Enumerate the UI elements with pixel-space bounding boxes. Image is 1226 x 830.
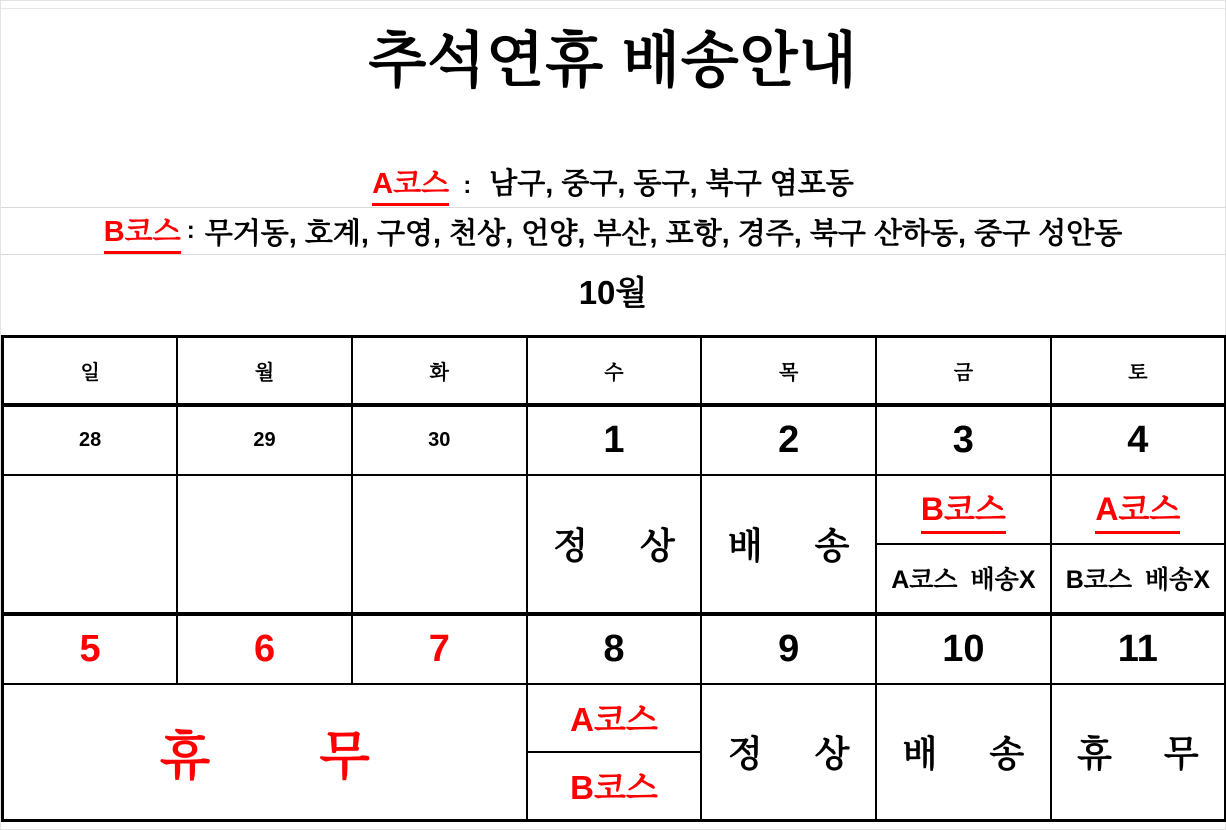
course-a-areas: 남구, 중구, 동구, 북구 염포동: [489, 168, 854, 200]
week1-dates-row: [3, 405, 1226, 475]
date-cell-4: 4: [1051, 405, 1226, 475]
week1-wed-status: 정 상: [527, 475, 702, 614]
weekday-sun: 일: [3, 337, 178, 405]
weekday-sat: 토: [1051, 337, 1226, 405]
empty-cell-sun: [3, 475, 178, 614]
date-cell-29: 29: [177, 405, 352, 475]
date-cell-28: 28: [3, 405, 178, 475]
weekday-thu: 목: [701, 337, 876, 405]
course-a-label: A코스: [372, 161, 449, 206]
date-cell-6: 6: [177, 614, 352, 684]
weekday-tue: 화: [352, 337, 527, 405]
legend-course-a: [1, 161, 1225, 206]
week2-wed-course-a: A코스: [570, 701, 658, 738]
date-cell-3: 3: [876, 405, 1051, 475]
holiday-merged-cell: 휴 무: [3, 684, 527, 821]
empty-cell-tue: [352, 475, 527, 614]
date-cell-2: 2: [701, 405, 876, 475]
week1-sat-split-cell: [1051, 475, 1226, 614]
date-cell-30: 30: [352, 405, 527, 475]
weekday-mon: 월: [177, 337, 352, 405]
week1-sat-noship: B코스 배송X: [1052, 543, 1224, 612]
week2-fri-status: 배 송: [876, 684, 1051, 821]
week2-status-row: [3, 684, 1226, 821]
week2-thu-status: 정 상: [701, 684, 876, 821]
week1-status-row: [3, 475, 1226, 614]
weekday-wed: 수: [527, 337, 702, 405]
week1-fri-course: B코스: [877, 476, 1050, 543]
course-b-areas: 무거동, 호계, 구영, 천상, 언양, 부산, 포항, 경주, 북구 산하동, 중구 성안동: [204, 217, 1123, 250]
course-b-label: B코스: [104, 209, 181, 254]
course-b-colon: :: [186, 217, 195, 244]
empty-cell-mon: [177, 475, 352, 614]
week1-fri-noship: A코스 배송X: [877, 543, 1050, 612]
date-cell-11: 11: [1051, 614, 1226, 684]
date-cell-8: 8: [527, 614, 702, 684]
week2-dates-row: [3, 614, 1226, 684]
legend-course-b: [1, 207, 1225, 255]
week2-sat-status: 휴 무: [1051, 684, 1226, 821]
month-header: 10월: [578, 274, 648, 311]
date-cell-1: 1: [527, 405, 702, 475]
week2-wed-split-cell: [527, 684, 702, 821]
week1-thu-status: 배 송: [701, 475, 876, 614]
page-title: 추석연휴 배송안내: [368, 27, 858, 94]
week1-fri-split-cell: [876, 475, 1051, 614]
date-cell-7: 7: [352, 614, 527, 684]
weekday-header-row: [3, 337, 1226, 405]
week1-sat-course: A코스: [1052, 476, 1224, 543]
date-cell-10: 10: [876, 614, 1051, 684]
course-a-colon: :: [463, 172, 472, 199]
date-cell-5: 5: [3, 614, 178, 684]
top-edge-line: [1, 8, 1225, 9]
delivery-calendar: [1, 335, 1226, 822]
weekday-fri: 금: [876, 337, 1051, 405]
date-cell-9: 9: [701, 614, 876, 684]
week2-wed-course-b: B코스: [528, 751, 701, 819]
